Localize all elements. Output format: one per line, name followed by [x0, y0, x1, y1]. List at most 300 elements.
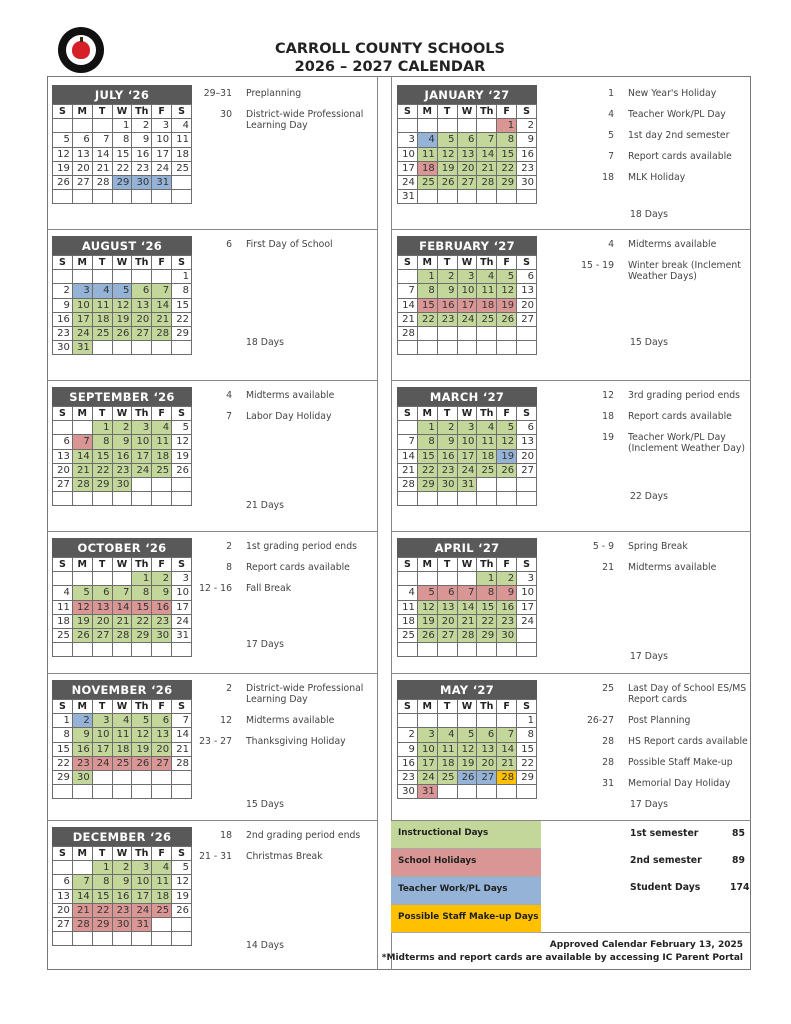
instructional-day-count: 14 Days	[246, 940, 284, 951]
day-cell: 31	[172, 628, 192, 642]
empty-cell	[457, 119, 477, 133]
day-cell: 24	[398, 175, 418, 189]
row-divider	[47, 673, 377, 674]
empty-cell	[112, 492, 132, 506]
empty-cell	[477, 714, 497, 728]
empty-cell	[172, 917, 192, 931]
empty-cell	[437, 643, 457, 657]
weekday-header: Th	[477, 700, 497, 714]
day-cell: 6	[477, 728, 497, 742]
day-cell: 26	[457, 770, 477, 784]
event-date: 18	[602, 411, 614, 422]
day-cell: 25	[152, 463, 172, 477]
day-cell: 29	[53, 770, 73, 784]
day-cell: 26	[172, 903, 192, 917]
day-cell: 24	[457, 463, 477, 477]
month-events	[572, 541, 748, 583]
day-cell: 21	[172, 742, 192, 756]
day-cell: 19	[417, 614, 437, 628]
day-cell: 9	[437, 284, 457, 298]
day-cell: 2	[497, 572, 517, 586]
instructional-day-count: 21 Days	[246, 500, 284, 511]
day-cell: 13	[457, 147, 477, 161]
day-cell: 21	[457, 614, 477, 628]
weekday-header: S	[53, 700, 73, 714]
day-cell: 30	[72, 770, 92, 784]
event-item	[190, 830, 366, 841]
empty-cell	[417, 643, 437, 657]
empty-cell	[457, 341, 477, 355]
school-system-logo	[58, 27, 104, 73]
day-cell: 3	[398, 133, 418, 147]
day-cell: 27	[92, 628, 112, 642]
day-cell: 1	[92, 421, 112, 435]
weekday-header: S	[172, 256, 192, 270]
instructional-day-count: 22 Days	[630, 491, 668, 502]
day-cell: 17	[92, 742, 112, 756]
day-cell: 3	[417, 728, 437, 742]
day-cell: 26	[497, 312, 517, 326]
day-cell: 11	[112, 728, 132, 742]
empty-cell	[72, 270, 92, 284]
day-cell: 1	[172, 270, 192, 284]
empty-cell	[172, 190, 192, 204]
day-cell: 12	[497, 435, 517, 449]
event-item	[572, 432, 748, 454]
month-grid	[52, 104, 192, 204]
weekday-header: W	[112, 558, 132, 572]
weekday-header: M	[417, 700, 437, 714]
stat-label: Student Days	[630, 882, 701, 893]
month-events	[190, 830, 366, 872]
day-cell: 10	[398, 147, 418, 161]
weekday-header: M	[72, 105, 92, 119]
empty-cell	[152, 932, 172, 946]
day-cell: 26	[112, 326, 132, 340]
day-cell: 8	[417, 435, 437, 449]
empty-cell	[172, 932, 192, 946]
empty-cell	[72, 421, 92, 435]
day-cell: 16	[112, 449, 132, 463]
day-cell: 1	[517, 714, 537, 728]
empty-cell	[477, 477, 497, 491]
day-cell: 3	[132, 421, 152, 435]
month-grid	[397, 104, 537, 204]
empty-cell	[517, 326, 537, 340]
weekday-header: S	[172, 558, 192, 572]
weekday-header: T	[437, 558, 457, 572]
month-aug	[52, 236, 192, 355]
empty-cell	[457, 785, 477, 799]
day-cell: 18	[172, 147, 192, 161]
day-cell: 24	[417, 770, 437, 784]
day-cell: 30	[112, 477, 132, 491]
empty-cell	[477, 492, 497, 506]
event-item	[572, 151, 748, 162]
empty-cell	[152, 770, 172, 784]
day-cell: 24	[92, 756, 112, 770]
day-cell: 13	[517, 284, 537, 298]
day-cell: 17	[172, 600, 192, 614]
day-cell: 28	[398, 326, 418, 340]
empty-cell	[477, 643, 497, 657]
empty-cell	[517, 785, 537, 799]
empty-cell	[417, 190, 437, 204]
event-text: Post Planning	[628, 715, 691, 726]
day-cell: 23	[112, 903, 132, 917]
month-events	[190, 88, 366, 141]
day-cell: 13	[92, 600, 112, 614]
month-grid	[397, 255, 537, 355]
day-cell: 27	[53, 917, 73, 931]
day-cell: 5	[457, 728, 477, 742]
empty-cell	[398, 421, 418, 435]
instructional-day-count: 17 Days	[630, 651, 668, 662]
day-cell: 27	[457, 175, 477, 189]
month-title: MARCH ‘27	[397, 387, 537, 406]
weekday-header: Th	[132, 700, 152, 714]
day-cell: 27	[152, 756, 172, 770]
month-grid	[52, 557, 192, 657]
event-item	[572, 778, 748, 789]
weekday-header: Th	[132, 847, 152, 861]
day-cell: 22	[417, 463, 437, 477]
day-cell: 13	[53, 449, 73, 463]
day-cell: 15	[417, 298, 437, 312]
legend-item: Teacher Work/PL Days	[391, 877, 541, 905]
event-item	[572, 541, 748, 552]
legend	[391, 821, 541, 933]
empty-cell	[398, 572, 418, 586]
day-cell: 12	[172, 435, 192, 449]
event-date: 29–31	[203, 88, 232, 99]
day-cell: 6	[132, 284, 152, 298]
day-cell: 5	[172, 861, 192, 875]
day-cell: 4	[477, 421, 497, 435]
day-cell: 31	[72, 341, 92, 355]
day-cell: 24	[457, 312, 477, 326]
weekday-header: S	[517, 407, 537, 421]
empty-cell	[92, 572, 112, 586]
empty-cell	[398, 119, 418, 133]
weekday-header: F	[152, 256, 172, 270]
empty-cell	[132, 190, 152, 204]
empty-cell	[152, 492, 172, 506]
day-cell: 24	[517, 614, 537, 628]
day-cell: 17	[398, 161, 418, 175]
day-cell: 12	[437, 147, 457, 161]
day-cell: 30	[437, 477, 457, 491]
event-text: 2nd grading period ends	[246, 830, 361, 841]
empty-cell	[417, 326, 437, 340]
weekday-header: T	[437, 407, 457, 421]
weekday-header: T	[92, 847, 112, 861]
day-cell: 20	[72, 161, 92, 175]
day-cell: 21	[92, 161, 112, 175]
event-date: 1	[608, 88, 614, 99]
day-cell: 2	[398, 728, 418, 742]
day-cell: 18	[477, 449, 497, 463]
weekday-header: F	[497, 700, 517, 714]
weekday-header: Th	[132, 105, 152, 119]
weekday-header: T	[437, 105, 457, 119]
day-cell: 4	[172, 119, 192, 133]
day-cell: 10	[172, 586, 192, 600]
row-divider	[47, 380, 377, 381]
day-cell: 15	[112, 147, 132, 161]
empty-cell	[72, 861, 92, 875]
day-cell: 28	[172, 756, 192, 770]
day-cell: 20	[517, 449, 537, 463]
event-text: Report cards available	[246, 562, 350, 573]
day-cell: 21	[152, 312, 172, 326]
month-sep	[52, 387, 192, 506]
day-cell: 1	[112, 119, 132, 133]
event-date: 19	[602, 432, 614, 443]
day-cell: 30	[398, 785, 418, 799]
day-cell: 15	[172, 298, 192, 312]
day-cell: 15	[53, 742, 73, 756]
empty-cell	[72, 932, 92, 946]
empty-cell	[477, 190, 497, 204]
day-cell: 8	[497, 133, 517, 147]
day-cell: 20	[477, 756, 497, 770]
day-cell: 19	[53, 161, 73, 175]
day-cell: 16	[398, 756, 418, 770]
event-item	[190, 88, 366, 99]
day-cell: 15	[497, 147, 517, 161]
event-date: 12	[602, 390, 614, 401]
day-cell: 23	[152, 614, 172, 628]
day-cell: 29	[112, 175, 132, 189]
empty-cell	[112, 270, 132, 284]
event-date: 2	[226, 541, 232, 552]
empty-cell	[53, 421, 73, 435]
empty-cell	[437, 341, 457, 355]
empty-cell	[457, 326, 477, 340]
weekday-header: M	[417, 256, 437, 270]
day-cell: 14	[398, 449, 418, 463]
event-date: 30	[220, 109, 232, 120]
event-item	[572, 88, 748, 99]
weekday-header: W	[112, 847, 132, 861]
weekday-header: Th	[132, 558, 152, 572]
month-jan	[397, 85, 537, 204]
day-cell: 24	[132, 903, 152, 917]
day-cell: 25	[152, 903, 172, 917]
day-cell: 4	[477, 270, 497, 284]
empty-cell	[497, 492, 517, 506]
month-title: APRIL ‘27	[397, 538, 537, 557]
day-cell: 19	[112, 312, 132, 326]
day-cell: 25	[417, 175, 437, 189]
day-cell: 20	[437, 614, 457, 628]
empty-cell	[398, 643, 418, 657]
empty-cell	[417, 492, 437, 506]
empty-cell	[517, 477, 537, 491]
event-item	[190, 109, 366, 131]
event-date: 28	[602, 736, 614, 747]
weekday-header: T	[437, 700, 457, 714]
day-cell: 23	[398, 770, 418, 784]
day-cell: 23	[132, 161, 152, 175]
day-cell: 10	[72, 298, 92, 312]
empty-cell	[172, 492, 192, 506]
weekday-header: M	[72, 847, 92, 861]
day-cell: 8	[172, 284, 192, 298]
empty-cell	[497, 326, 517, 340]
event-date: 15 - 19	[581, 260, 614, 271]
day-cell: 4	[398, 586, 418, 600]
day-cell: 11	[417, 147, 437, 161]
day-cell: 5	[172, 421, 192, 435]
day-cell: 14	[477, 147, 497, 161]
day-cell: 14	[398, 298, 418, 312]
weekday-header: S	[53, 256, 73, 270]
day-cell: 3	[457, 270, 477, 284]
empty-cell	[437, 119, 457, 133]
event-date: 7	[226, 411, 232, 422]
day-cell: 3	[72, 284, 92, 298]
day-cell: 16	[437, 298, 457, 312]
weekday-header: F	[497, 256, 517, 270]
day-cell: 1	[53, 714, 73, 728]
empty-cell	[53, 492, 73, 506]
empty-cell	[72, 572, 92, 586]
event-text: Teacher Work/PL Day (Inclement Weather Day)	[628, 432, 746, 454]
weekday-header: T	[92, 700, 112, 714]
stat-label: 1st semester	[630, 828, 699, 839]
empty-cell	[417, 341, 437, 355]
weekday-header: F	[152, 105, 172, 119]
event-date: 5	[608, 130, 614, 141]
day-cell: 7	[497, 728, 517, 742]
weekday-header: F	[152, 558, 172, 572]
empty-cell	[437, 492, 457, 506]
day-cell: 5	[112, 284, 132, 298]
month-grid	[397, 699, 537, 799]
day-cell: 8	[517, 728, 537, 742]
weekday-header: S	[53, 105, 73, 119]
day-cell: 28	[457, 628, 477, 642]
day-cell: 25	[53, 628, 73, 642]
day-cell: 17	[132, 449, 152, 463]
empty-cell	[112, 572, 132, 586]
empty-cell	[132, 932, 152, 946]
day-cell: 12	[112, 298, 132, 312]
event-text: MLK Holiday	[628, 172, 686, 183]
day-cell: 7	[398, 284, 418, 298]
event-item	[572, 757, 748, 768]
day-cell: 20	[53, 903, 73, 917]
day-cell: 26	[417, 628, 437, 642]
day-cell: 28	[477, 175, 497, 189]
event-item	[572, 109, 748, 120]
day-cell: 18	[417, 161, 437, 175]
month-oct	[52, 538, 192, 657]
day-cell: 30	[152, 628, 172, 642]
month-events	[572, 683, 748, 799]
empty-cell	[497, 190, 517, 204]
day-cell: 28	[92, 175, 112, 189]
day-cell: 10	[132, 875, 152, 889]
instructional-day-count: 15 Days	[246, 799, 284, 810]
event-text: Report cards available	[628, 151, 732, 162]
month-grid	[52, 846, 192, 946]
day-cell: 7	[152, 284, 172, 298]
event-text: Labor Day Holiday	[246, 411, 332, 422]
empty-cell	[92, 341, 112, 355]
day-cell: 20	[517, 298, 537, 312]
day-cell: 22	[112, 161, 132, 175]
day-cell: 9	[437, 435, 457, 449]
day-cell: 7	[398, 435, 418, 449]
weekday-header: T	[92, 407, 112, 421]
day-cell: 27	[477, 770, 497, 784]
row-divider	[391, 380, 751, 381]
empty-cell	[92, 643, 112, 657]
event-date: 4	[608, 239, 614, 250]
day-cell: 7	[92, 133, 112, 147]
event-text: 1st grading period ends	[246, 541, 357, 552]
column-divider	[377, 76, 378, 970]
day-cell: 3	[517, 572, 537, 586]
day-cell: 5	[132, 714, 152, 728]
day-cell: 8	[477, 586, 497, 600]
month-title: JULY ‘26	[52, 85, 192, 104]
weekday-header: S	[172, 700, 192, 714]
event-date: 6	[226, 239, 232, 250]
empty-cell	[53, 190, 73, 204]
day-cell: 12	[132, 728, 152, 742]
event-date: 18	[220, 830, 232, 841]
empty-cell	[152, 341, 172, 355]
empty-cell	[72, 492, 92, 506]
empty-cell	[53, 643, 73, 657]
month-title: NOVEMBER ‘26	[52, 680, 192, 699]
day-cell: 17	[152, 147, 172, 161]
day-cell: 2	[437, 270, 457, 284]
day-cell: 21	[477, 161, 497, 175]
event-text: District-wide Professional Learning Day	[246, 109, 364, 131]
weekday-header: T	[437, 256, 457, 270]
day-cell: 6	[457, 133, 477, 147]
day-cell: 22	[477, 614, 497, 628]
empty-cell	[457, 714, 477, 728]
day-cell: 1	[497, 119, 517, 133]
event-text: Preplanning	[246, 88, 302, 99]
day-cell: 30	[517, 175, 537, 189]
day-cell: 24	[72, 326, 92, 340]
day-cell: 3	[92, 714, 112, 728]
day-cell: 20	[457, 161, 477, 175]
day-cell: 25	[477, 463, 497, 477]
event-date: 7	[608, 151, 614, 162]
empty-cell	[92, 190, 112, 204]
weekday-header: W	[112, 256, 132, 270]
event-text: Fall Break	[246, 583, 292, 594]
day-cell: 23	[53, 326, 73, 340]
weekday-header: Th	[477, 105, 497, 119]
weekday-header: S	[172, 407, 192, 421]
empty-cell	[172, 341, 192, 355]
day-cell: 6	[517, 421, 537, 435]
day-cell: 1	[417, 270, 437, 284]
day-cell: 10	[457, 435, 477, 449]
day-cell: 29	[92, 477, 112, 491]
day-cell: 21	[112, 614, 132, 628]
day-cell: 27	[517, 463, 537, 477]
